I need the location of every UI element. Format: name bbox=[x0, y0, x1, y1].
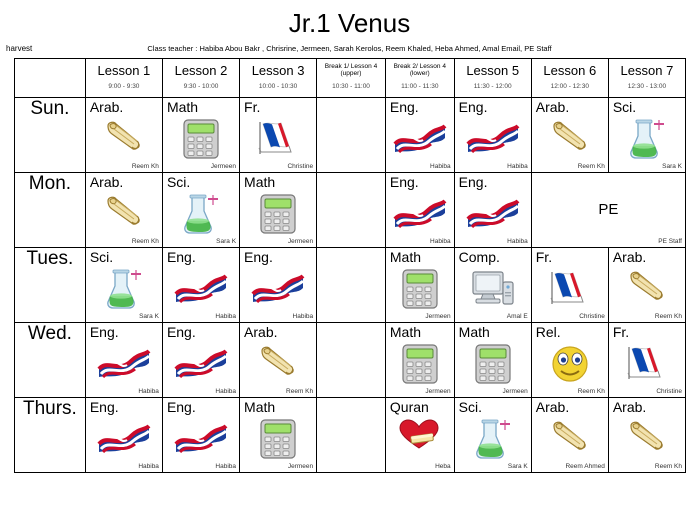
uk-flag-icon bbox=[174, 268, 228, 304]
lesson-subject: Eng. bbox=[389, 174, 419, 190]
lesson-cell[interactable] bbox=[85, 248, 162, 323]
uk-flag-icon bbox=[466, 193, 520, 229]
lesson-teacher: Habiba bbox=[138, 388, 159, 395]
uk-flag-icon bbox=[393, 193, 447, 229]
lesson-teacher: Habiba bbox=[430, 163, 451, 170]
uk-flag-icon bbox=[393, 118, 447, 154]
column-header-time: 11:30 - 12:00 bbox=[473, 83, 512, 90]
lesson-cell[interactable] bbox=[240, 248, 317, 323]
french-flag-icon bbox=[624, 343, 670, 381]
lesson-teacher: Amal E bbox=[506, 313, 528, 320]
lesson-subject: Arab. bbox=[535, 399, 570, 415]
lesson-teacher: Reem Kh bbox=[577, 388, 605, 395]
lesson-cell[interactable] bbox=[608, 323, 685, 398]
lesson-subject: PE bbox=[598, 201, 619, 218]
scroll-icon bbox=[550, 418, 590, 454]
lesson-teacher: Reem Kh bbox=[577, 163, 605, 170]
lesson-subject: Fr. bbox=[535, 249, 553, 265]
column-header-time: 11:00 - 11:30 bbox=[401, 83, 439, 90]
lesson-subject: Eng. bbox=[389, 99, 419, 115]
uk-flag-icon bbox=[466, 118, 520, 154]
lesson-cell[interactable] bbox=[240, 323, 317, 398]
lesson-cell[interactable] bbox=[85, 398, 162, 473]
lesson-cell[interactable] bbox=[162, 173, 239, 248]
table-header-row bbox=[15, 59, 686, 98]
lesson-cell[interactable] bbox=[385, 398, 454, 473]
lesson-cell[interactable] bbox=[454, 398, 531, 473]
lesson-teacher: Jermeen bbox=[210, 163, 237, 170]
french-flag-icon bbox=[255, 118, 301, 156]
beaker-icon bbox=[180, 193, 222, 235]
bottom-note bbox=[18, 506, 20, 515]
uk-flag-icon bbox=[174, 418, 228, 454]
column-header-time: 12:30 - 13:00 bbox=[627, 83, 667, 90]
lesson-subject: Arab. bbox=[612, 399, 647, 415]
lesson-teacher: Christine bbox=[579, 313, 605, 320]
lesson-cell[interactable] bbox=[385, 323, 454, 398]
scroll-icon bbox=[104, 118, 144, 154]
table-row bbox=[15, 98, 686, 173]
scroll-icon bbox=[627, 418, 667, 454]
uk-flag-icon bbox=[251, 268, 305, 304]
lesson-teacher: Sara K bbox=[216, 238, 237, 245]
scroll-icon bbox=[258, 343, 298, 379]
column-header-time: 10:30 - 11:00 bbox=[332, 83, 370, 90]
break-cell bbox=[317, 98, 386, 173]
column-header-break-2 bbox=[385, 59, 454, 98]
lesson-subject: Eng. bbox=[244, 249, 273, 265]
lesson-teacher: Jermeen bbox=[502, 388, 528, 395]
uk-flag-icon bbox=[97, 418, 151, 454]
lesson-teacher: Reem Kh bbox=[131, 238, 159, 245]
lesson-teacher: Reem Kh bbox=[286, 388, 314, 395]
lesson-teacher: Habiba bbox=[215, 463, 237, 470]
lesson-cell[interactable] bbox=[240, 398, 317, 473]
column-header-label: Break 1/ Lesson 4 (upper) bbox=[324, 63, 378, 77]
calculator-icon bbox=[474, 343, 512, 385]
lesson-subject: Rel. bbox=[535, 324, 561, 340]
uk-flag-icon bbox=[174, 343, 228, 379]
column-header-label: Break 2/ Lesson 4 (lower) bbox=[393, 63, 446, 77]
lesson-subject: Sci. bbox=[89, 249, 114, 265]
lesson-subject: Sci. bbox=[612, 99, 637, 115]
class-teacher-line: Class teacher : Habiba Abou Bakr , Chrisrine, Jermeen, Sarah Kerolos, Reem Khaled, Heba Ahmed, Amal Email, PE Staff bbox=[147, 44, 552, 53]
french-flag-icon bbox=[547, 268, 593, 306]
scroll-icon bbox=[550, 118, 590, 154]
column-header-label: Lesson 6 bbox=[543, 63, 597, 78]
lesson-teacher: Habiba bbox=[430, 238, 451, 245]
column-header-label: Lesson 1 bbox=[97, 63, 151, 78]
lesson-subject: Arab. bbox=[89, 174, 124, 190]
beaker-icon bbox=[626, 118, 668, 160]
calculator-icon bbox=[259, 418, 297, 460]
lesson-cell[interactable] bbox=[162, 98, 239, 173]
calculator-icon bbox=[401, 343, 439, 385]
scroll-icon bbox=[550, 418, 590, 454]
calculator-icon bbox=[401, 268, 439, 310]
lesson-subject: Eng. bbox=[458, 174, 488, 190]
french-flag-icon bbox=[624, 343, 670, 381]
break-cell bbox=[317, 323, 386, 398]
lesson-teacher: Jermeen bbox=[287, 238, 314, 245]
scroll-icon bbox=[258, 343, 298, 379]
lesson-teacher: Habiba bbox=[215, 313, 237, 320]
lesson-teacher: Reem Kh bbox=[654, 313, 682, 320]
column-header-lesson-7 bbox=[608, 59, 685, 98]
french-flag-icon bbox=[255, 118, 301, 156]
lesson-cell[interactable] bbox=[162, 323, 239, 398]
lesson-subject: Math bbox=[244, 174, 276, 190]
lesson-subject: Quran bbox=[389, 399, 429, 415]
lesson-subject: Arab. bbox=[535, 99, 570, 115]
lesson-cell[interactable] bbox=[240, 173, 317, 248]
uk-flag-icon bbox=[466, 118, 520, 154]
lesson-cell[interactable] bbox=[454, 248, 531, 323]
corner-label: harvest bbox=[6, 44, 33, 53]
lesson-teacher: Reem Kh bbox=[654, 463, 682, 470]
uk-flag-icon bbox=[393, 118, 447, 154]
lesson-teacher: Habiba bbox=[292, 313, 314, 320]
smiley-icon bbox=[549, 343, 591, 383]
smiley-icon bbox=[549, 343, 591, 383]
lesson-teacher: Reem Kh bbox=[131, 163, 159, 170]
timetable-body bbox=[15, 98, 686, 473]
lesson-cell[interactable] bbox=[240, 98, 317, 173]
lesson-subject: Math bbox=[458, 324, 490, 340]
lesson-subject: Arab. bbox=[89, 99, 124, 115]
lesson-cell[interactable] bbox=[531, 398, 608, 473]
header-corner-cell bbox=[15, 59, 86, 98]
column-header-lesson-5 bbox=[454, 59, 531, 98]
lesson-teacher: Jermeen bbox=[425, 313, 451, 320]
column-header-lesson-3 bbox=[240, 59, 317, 98]
lesson-teacher: Sara K bbox=[662, 163, 682, 170]
lesson-cell-pe[interactable] bbox=[531, 173, 685, 248]
column-header-time: 9:00 - 9:30 bbox=[108, 83, 140, 90]
lesson-subject: Fr. bbox=[244, 99, 261, 115]
computer-icon bbox=[470, 268, 516, 310]
column-header-label: Lesson 7 bbox=[620, 63, 674, 78]
table-row bbox=[15, 173, 686, 248]
lesson-subject: Eng. bbox=[89, 399, 119, 415]
column-header-lesson-1 bbox=[85, 59, 162, 98]
scroll-icon bbox=[104, 193, 144, 229]
lesson-subject: Arab. bbox=[612, 249, 647, 265]
lesson-cell[interactable] bbox=[531, 323, 608, 398]
heart-book-icon bbox=[397, 418, 443, 452]
column-header-lesson-6 bbox=[531, 59, 608, 98]
lesson-subject: Comp. bbox=[458, 249, 500, 265]
calculator-icon bbox=[474, 343, 512, 385]
uk-flag-icon bbox=[97, 343, 151, 379]
column-header-time: 12:00 - 12:30 bbox=[550, 83, 589, 90]
lesson-teacher: Habiba bbox=[138, 463, 159, 470]
lesson-subject: Arab. bbox=[244, 324, 278, 340]
calculator-icon bbox=[401, 268, 439, 310]
lesson-subject: Math bbox=[389, 249, 422, 265]
column-header-break-1 bbox=[317, 59, 386, 98]
column-header-label: Lesson 3 bbox=[251, 63, 305, 78]
column-header-label: Lesson 2 bbox=[174, 63, 228, 78]
uk-flag-icon bbox=[174, 418, 228, 454]
lesson-subject: Eng. bbox=[89, 324, 119, 340]
lesson-teacher: Christine bbox=[656, 388, 682, 395]
heart-book-icon bbox=[397, 418, 443, 452]
table-row bbox=[15, 398, 686, 473]
beaker-icon bbox=[626, 118, 668, 160]
lesson-subject: Sci. bbox=[458, 399, 482, 415]
column-header-time: 9:30 - 10:00 bbox=[183, 83, 219, 90]
lesson-cell[interactable] bbox=[85, 98, 162, 173]
lesson-cell[interactable] bbox=[162, 248, 239, 323]
uk-flag-icon bbox=[97, 343, 151, 379]
lesson-teacher: Habiba bbox=[507, 238, 528, 245]
lesson-subject: Math bbox=[244, 399, 276, 415]
row-header-day: Sun. bbox=[15, 98, 86, 173]
lesson-teacher: Christine bbox=[287, 163, 314, 170]
lesson-subject: Eng. bbox=[166, 324, 196, 340]
column-header-time: 10:00 - 10:30 bbox=[258, 83, 298, 90]
scroll-icon bbox=[627, 268, 667, 304]
french-flag-icon bbox=[547, 268, 593, 306]
lesson-teacher: Sara K bbox=[507, 463, 528, 470]
beaker-icon bbox=[472, 418, 514, 460]
break-cell bbox=[317, 398, 386, 473]
calculator-icon bbox=[259, 193, 297, 235]
row-header-day: Wed. bbox=[15, 323, 86, 398]
computer-icon bbox=[470, 268, 516, 310]
scroll-icon bbox=[104, 118, 144, 154]
lesson-subject: Sci. bbox=[166, 174, 191, 190]
calculator-icon bbox=[259, 418, 297, 460]
uk-flag-icon bbox=[174, 343, 228, 379]
lesson-subject: Math bbox=[389, 324, 422, 340]
column-header-lesson-2 bbox=[162, 59, 239, 98]
lesson-teacher: Reem Ahmed bbox=[565, 463, 605, 470]
lesson-teacher: Habiba bbox=[215, 388, 237, 395]
timetable bbox=[14, 58, 686, 473]
calculator-icon bbox=[182, 118, 220, 160]
lesson-subject: Eng. bbox=[166, 399, 196, 415]
column-header-label: Lesson 5 bbox=[466, 63, 520, 78]
uk-flag-icon bbox=[393, 193, 447, 229]
uk-flag-icon bbox=[174, 268, 228, 304]
scroll-icon bbox=[104, 193, 144, 229]
beaker-icon bbox=[103, 268, 145, 310]
calculator-icon bbox=[259, 193, 297, 235]
table-row bbox=[15, 248, 686, 323]
lesson-cell[interactable] bbox=[531, 248, 608, 323]
lesson-teacher: Heba bbox=[435, 463, 451, 470]
row-header-day: Thurs. bbox=[15, 398, 86, 473]
lesson-teacher: PE Staff bbox=[658, 238, 682, 245]
lesson-cell[interactable] bbox=[385, 98, 454, 173]
break-cell bbox=[317, 173, 386, 248]
lesson-cell[interactable] bbox=[385, 248, 454, 323]
lesson-cell[interactable] bbox=[385, 173, 454, 248]
calculator-icon bbox=[401, 343, 439, 385]
lesson-subject: Eng. bbox=[166, 249, 196, 265]
break-cell bbox=[317, 248, 386, 323]
lesson-cell[interactable] bbox=[608, 248, 685, 323]
lesson-cell[interactable] bbox=[454, 98, 531, 173]
lesson-teacher: Jermeen bbox=[287, 463, 314, 470]
lesson-teacher: Sara K bbox=[139, 313, 159, 320]
lesson-cell[interactable] bbox=[162, 398, 239, 473]
row-header-day: Tues. bbox=[15, 248, 86, 323]
lesson-subject: Eng. bbox=[458, 99, 488, 115]
uk-flag-icon bbox=[466, 193, 520, 229]
calculator-icon bbox=[182, 118, 220, 160]
uk-flag-icon bbox=[251, 268, 305, 304]
row-header-day: Mon. bbox=[15, 173, 86, 248]
lesson-cell[interactable] bbox=[85, 173, 162, 248]
lesson-cell[interactable] bbox=[85, 323, 162, 398]
lesson-cell[interactable] bbox=[531, 98, 608, 173]
uk-flag-icon bbox=[97, 418, 151, 454]
beaker-icon bbox=[180, 193, 222, 235]
scroll-icon bbox=[550, 118, 590, 154]
scroll-icon bbox=[627, 418, 667, 454]
scroll-icon bbox=[627, 268, 667, 304]
lesson-subject: Fr. bbox=[612, 324, 630, 340]
lesson-cell[interactable] bbox=[608, 98, 685, 173]
lesson-cell[interactable] bbox=[454, 173, 531, 248]
beaker-icon bbox=[472, 418, 514, 460]
lesson-cell[interactable] bbox=[454, 323, 531, 398]
lesson-subject: Math bbox=[166, 99, 199, 115]
lesson-teacher: Jermeen bbox=[425, 388, 451, 395]
table-row bbox=[15, 323, 686, 398]
lesson-cell[interactable] bbox=[608, 398, 685, 473]
lesson-teacher: Habiba bbox=[507, 163, 528, 170]
page-title: Jr.1 Venus bbox=[288, 8, 411, 38]
beaker-icon bbox=[103, 268, 145, 310]
